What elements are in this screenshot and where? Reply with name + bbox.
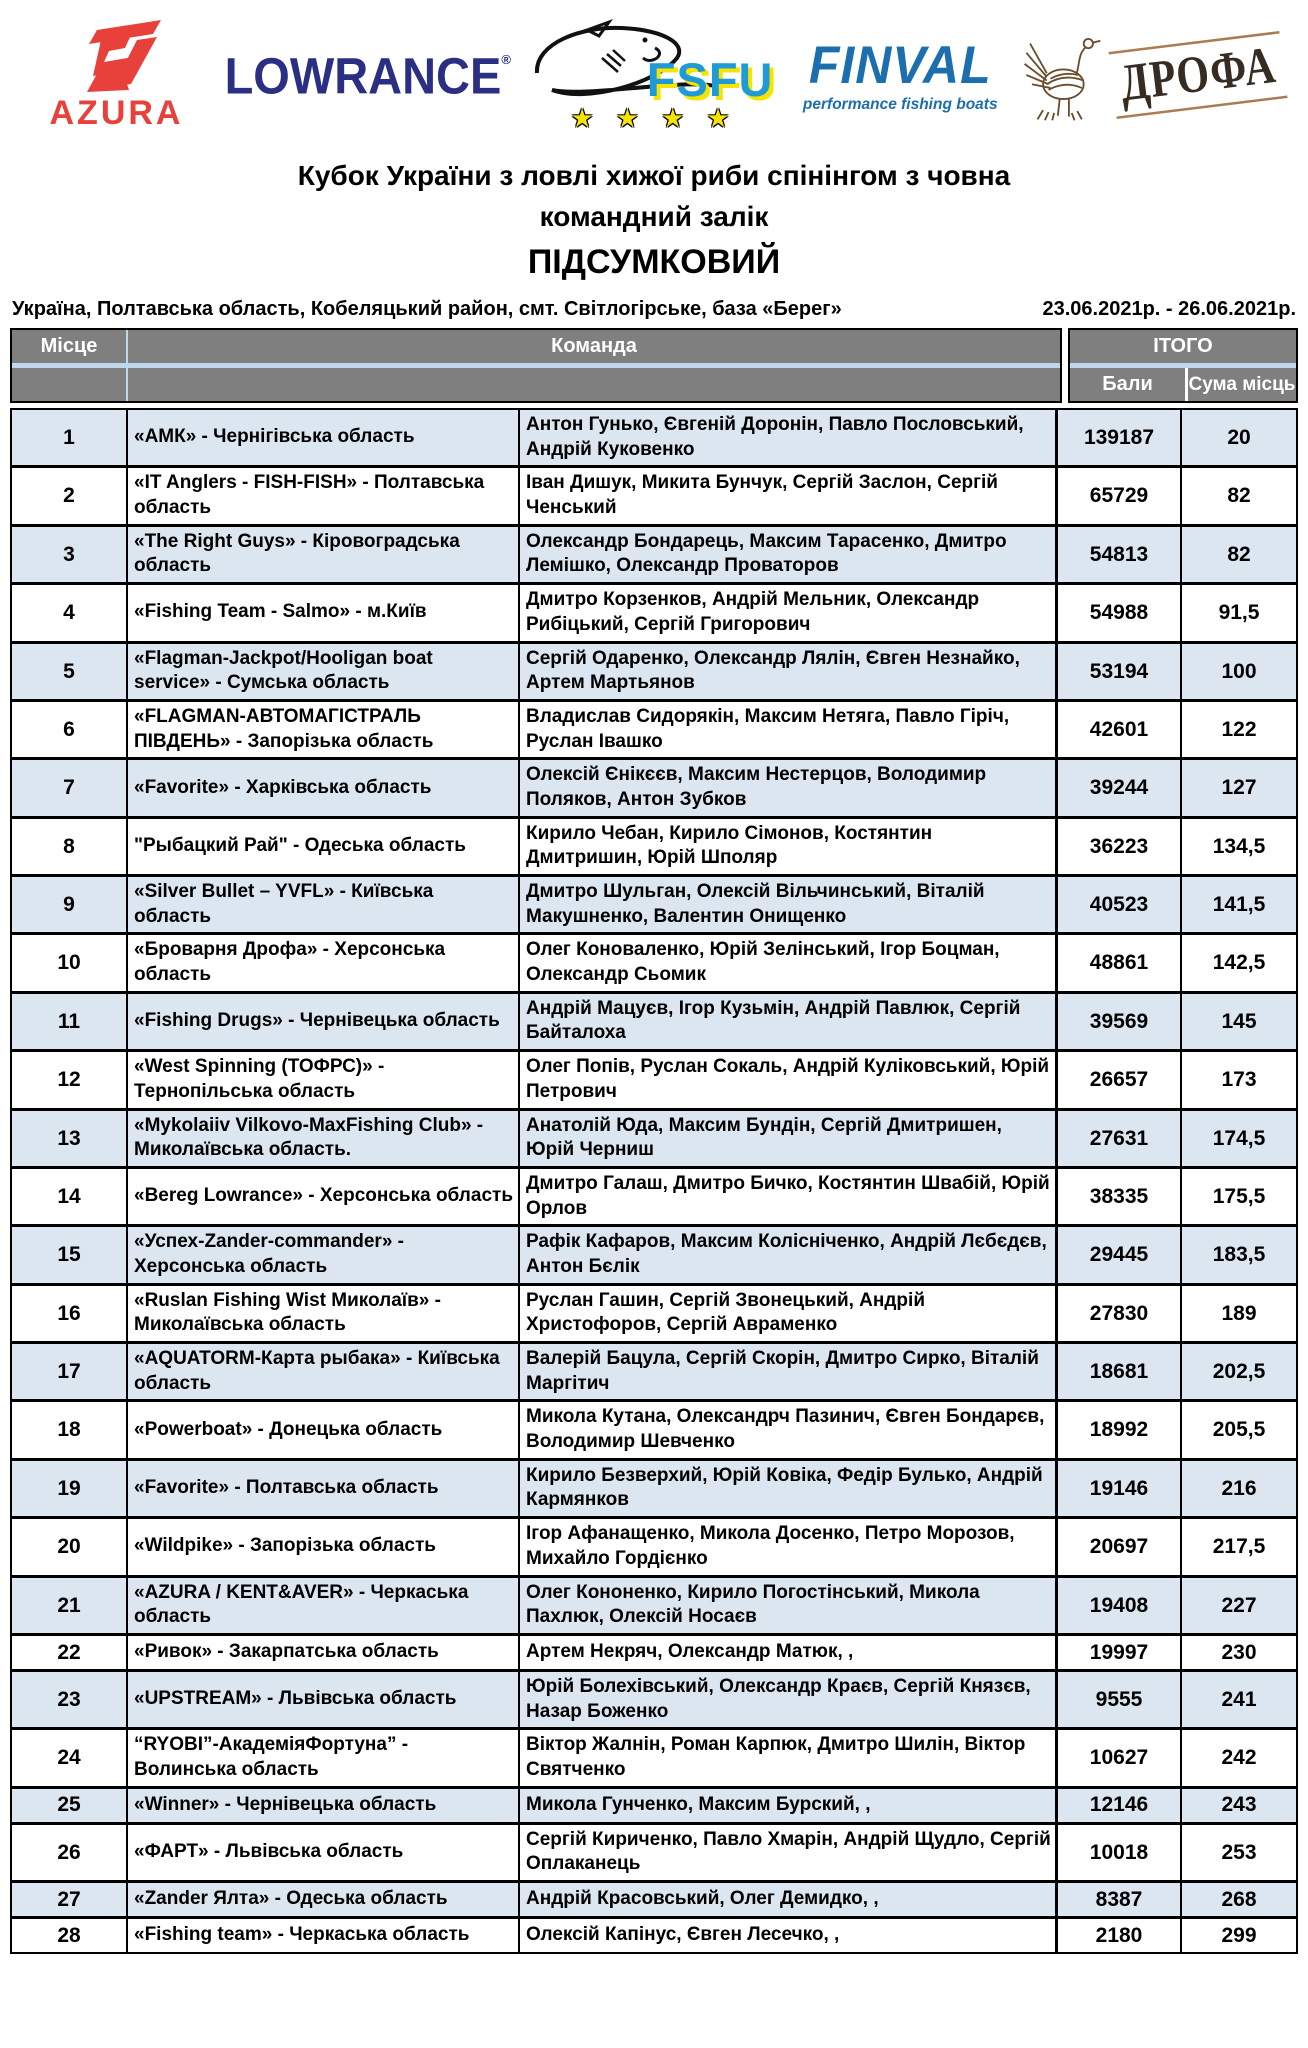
- sum-cell: 202,5: [1212, 1360, 1266, 1384]
- sum-cell: 216: [1221, 1476, 1257, 1500]
- table-row: [12, 641, 1296, 699]
- place-cell: 3: [12, 527, 128, 582]
- team-cell: «Wildpike» - Запорізька область: [128, 1519, 520, 1574]
- members-cell: Владислав Сидорякін, Максим Нетяга, Павло Гіріч, Руслан Івашко: [520, 702, 1058, 757]
- sum-cell: 20: [1227, 426, 1251, 450]
- members-cell: Руслан Гашин, Сергій Звонецький, Андрій Христофоров, Сергій Авраменко: [520, 1286, 1058, 1341]
- place-cell: 15: [12, 1227, 128, 1282]
- points-cell: 9555: [1058, 1672, 1182, 1727]
- team-cell: «ФАРТ» - Львівська область: [128, 1825, 520, 1880]
- table-row: [12, 1283, 1296, 1341]
- members-cell: Рафік Кафаров, Максим Колісніченко, Андрій Лєбєдєв, Антон Бєлік: [520, 1227, 1058, 1282]
- table-row: [12, 1516, 1296, 1574]
- place-cell: 24: [12, 1730, 128, 1785]
- col-header-team: Команда: [551, 335, 637, 357]
- points-cell: 26657: [1058, 1052, 1182, 1107]
- sum-cell: 122: [1221, 717, 1257, 741]
- sum-cell: 174,5: [1212, 1126, 1266, 1150]
- points-cell: 10627: [1058, 1730, 1182, 1785]
- sum-cell: 253: [1221, 1840, 1257, 1864]
- sponsor-logos: [10, 14, 1298, 136]
- points-cell: 19146: [1058, 1461, 1182, 1516]
- azura-logo: [24, 18, 209, 133]
- members-cell: Анатолій Юда, Максим Бундін, Сергій Дмитришен, Юрій Черниш: [520, 1111, 1058, 1166]
- lowrance-wordmark: LOWRANCE: [224, 46, 502, 104]
- place-cell: 6: [12, 702, 128, 757]
- table-row: [12, 465, 1296, 523]
- team-cell: «Fishing Team - Salmo» - м.Київ: [128, 585, 520, 640]
- members-cell: Ігор Афанащенко, Микола Досенко, Петро Морозов, Михайло Гордієнко: [520, 1519, 1058, 1574]
- place-cell: 5: [12, 644, 128, 699]
- team-cell: «AQUATORM-Карта рыбака» - Київська область: [128, 1344, 520, 1399]
- members-cell: Сергій Кириченко, Павло Хмарін, Андрій Щудло, Сергій Оплаканець: [520, 1825, 1058, 1880]
- place-cell: 4: [12, 585, 128, 640]
- team-cell: "Рыбацкий Рай" - Одеська область: [128, 819, 520, 874]
- points-cell: 29445: [1058, 1227, 1182, 1282]
- table-row: [12, 1341, 1296, 1399]
- table-row: [12, 1633, 1296, 1669]
- place-cell: 9: [12, 877, 128, 932]
- points-cell: 20697: [1058, 1519, 1182, 1574]
- table-row: [12, 991, 1296, 1049]
- table-row: [12, 410, 1296, 465]
- place-cell: 25: [12, 1789, 128, 1822]
- members-cell: Олексій Єнікєєв, Максим Нестерцов, Володимир Поляков, Антон Зубков: [520, 760, 1058, 815]
- table-header-total-block: [1068, 328, 1298, 403]
- team-cell: «Favorite» - Полтавська область: [128, 1461, 520, 1516]
- points-cell: 19997: [1058, 1636, 1182, 1669]
- col-header-sum: Сума місць: [1188, 373, 1296, 395]
- members-cell: Дмитро Шульган, Олексій Вільчинський, Віталій Макушненко, Валентин Онищенко: [520, 877, 1058, 932]
- sum-cell: 227: [1221, 1593, 1257, 1617]
- table-row: [12, 1108, 1296, 1166]
- sum-cell: 230: [1221, 1640, 1257, 1664]
- team-cell: «Powerboat» - Донецька область: [128, 1402, 520, 1457]
- registered-trademark-icon: ®: [501, 51, 511, 67]
- points-cell: 39244: [1058, 760, 1182, 815]
- members-cell: Кирило Чебан, Кирило Сімонов, Костянтин Дмитришин, Юрій Шполяр: [520, 819, 1058, 874]
- place-cell: 19: [12, 1461, 128, 1516]
- place-cell: 27: [12, 1883, 128, 1916]
- points-cell: 10018: [1058, 1825, 1182, 1880]
- sum-cell: 141,5: [1212, 893, 1266, 917]
- sum-cell: 205,5: [1212, 1418, 1266, 1442]
- finval-logo: [785, 36, 1015, 114]
- place-cell: 23: [12, 1672, 128, 1727]
- points-cell: 2180: [1058, 1919, 1182, 1952]
- place-cell: 21: [12, 1578, 128, 1633]
- place-cell: 1: [12, 410, 128, 465]
- sum-cell: 242: [1221, 1746, 1257, 1770]
- place-cell: 20: [12, 1519, 128, 1574]
- sum-cell: 243: [1221, 1793, 1257, 1817]
- table-row: [12, 1458, 1296, 1516]
- sum-cell: 91,5: [1218, 601, 1260, 625]
- team-cell: «The Right Guys» - Кіровоградська область: [128, 527, 520, 582]
- table-row: [12, 1224, 1296, 1282]
- points-cell: 38335: [1058, 1169, 1182, 1224]
- points-cell: 53194: [1058, 644, 1182, 699]
- team-cell: «Favorite» - Харківська область: [128, 760, 520, 815]
- team-cell: «West Spinning (ТОФРС)» - Тернопільська область: [128, 1052, 520, 1107]
- members-cell: Андрій Мацуєв, Ігор Кузьмін, Андрій Павлюк, Сергій Байталоха: [520, 994, 1058, 1049]
- points-cell: 48861: [1058, 935, 1182, 990]
- sum-cell: 82: [1227, 484, 1251, 508]
- table-row: [12, 816, 1296, 874]
- drofa-wordmark: ДРОФА: [1108, 31, 1287, 119]
- drofa-bird-icon: [1019, 21, 1108, 129]
- event-location: Україна, Полтавська область, Кобеляцький район, смт. Світлогірське, база «Берег»: [12, 298, 842, 320]
- finval-wordmark: FINVAL: [808, 35, 992, 95]
- place-cell: 14: [12, 1169, 128, 1224]
- place-cell: 11: [12, 994, 128, 1049]
- members-cell: Іван Дишук, Микита Бунчук, Сергій Заслон, Сергій Ченський: [520, 468, 1058, 523]
- members-cell: Микола Кутана, Олександрч Пазинич, Євген Бондарєв, Володимир Шевченко: [520, 1402, 1058, 1457]
- team-cell: «Zander Ялта» - Одеська область: [128, 1883, 520, 1916]
- sum-cell: 173: [1221, 1068, 1257, 1092]
- sum-cell: 241: [1221, 1687, 1257, 1711]
- table-row: [12, 1669, 1296, 1727]
- members-cell: Валерій Бацула, Сергій Скорін, Дмитро Сирко, Віталій Маргітич: [520, 1344, 1058, 1399]
- team-cell: «IT Anglers - FISH-FISH» - Полтавська область: [128, 468, 520, 523]
- sum-cell: 175,5: [1212, 1184, 1266, 1208]
- table-row: [12, 1166, 1296, 1224]
- col-header-total: ІТОГО: [1153, 335, 1213, 357]
- sum-cell: 134,5: [1212, 834, 1266, 858]
- sum-cell: 183,5: [1212, 1243, 1266, 1267]
- points-cell: 65729: [1058, 468, 1182, 523]
- place-cell: 13: [12, 1111, 128, 1166]
- sum-cell: 299: [1221, 1923, 1257, 1947]
- members-cell: Кирило Безверхий, Юрій Ковіка, Федір Булько, Андрій Кармянков: [520, 1461, 1058, 1516]
- place-cell: 16: [12, 1286, 128, 1341]
- drofa-logo: [1019, 21, 1284, 129]
- table-row: [12, 1727, 1296, 1785]
- points-cell: 27830: [1058, 1286, 1182, 1341]
- members-cell: Микола Гунченко, Максим Бурский, ,: [520, 1789, 1058, 1822]
- fsfu-stars-icon: ★★★★: [570, 103, 752, 133]
- header-empty-cell: [12, 368, 128, 401]
- team-cell: «АМК» - Чернігівська область: [128, 410, 520, 465]
- table-row: [12, 757, 1296, 815]
- team-cell: “RYOBI”-АкадеміяФортуна” - Волинська область: [128, 1730, 520, 1785]
- points-cell: 54813: [1058, 527, 1182, 582]
- azura-wordmark: AZURA: [49, 93, 184, 132]
- team-cell: «Winner» - Чернівецька область: [128, 1789, 520, 1822]
- members-cell: Дмитро Корзенков, Андрій Мельник, Олександр Рибіцький, Сергій Григорович: [520, 585, 1058, 640]
- place-cell: 12: [12, 1052, 128, 1107]
- team-cell: «AZURA / KENT&AVER» - Черкаська область: [128, 1578, 520, 1633]
- team-cell: «Успех-Zander-commander» - Херсонська область: [128, 1227, 520, 1282]
- members-cell: Антон Гунько, Євгеній Доронін, Павло Пословський, Андрій Куковенко: [520, 410, 1058, 465]
- members-cell: Андрій Красовський, Олег Демидко, ,: [520, 1883, 1058, 1916]
- fsfu-logo: [527, 16, 782, 134]
- members-cell: Дмитро Галаш, Дмитро Бичко, Костянтин Швабій, Юрій Орлов: [520, 1169, 1058, 1224]
- sum-cell: 189: [1221, 1301, 1257, 1325]
- points-cell: 36223: [1058, 819, 1182, 874]
- table-row: [12, 1575, 1296, 1633]
- place-cell: 26: [12, 1825, 128, 1880]
- team-cell: «FLAGMAN-АВТОМАГІСТРАЛЬ ПІВДЕНЬ» - Запорізька область: [128, 702, 520, 757]
- points-cell: 54988: [1058, 585, 1182, 640]
- page-title: Кубок України з ловлі хижої риби спінінгом з човна: [297, 160, 1011, 191]
- table-row: [12, 1786, 1296, 1822]
- table-row: [12, 932, 1296, 990]
- place-cell: 10: [12, 935, 128, 990]
- team-cell: «Bereg Lowrance» - Херсонська область: [128, 1169, 520, 1224]
- points-cell: 39569: [1058, 994, 1182, 1049]
- table-row: [12, 1916, 1296, 1952]
- place-cell: 8: [12, 819, 128, 874]
- col-header-points: Бали: [1070, 368, 1188, 401]
- sum-cell: 268: [1221, 1887, 1257, 1911]
- page-subtitle: командний залік: [539, 201, 769, 232]
- points-cell: 18681: [1058, 1344, 1182, 1399]
- members-cell: Олексій Капінус, Євген Лесечко, ,: [520, 1919, 1058, 1952]
- table-row: [12, 1399, 1296, 1457]
- azura-mark-icon: [71, 18, 163, 92]
- members-cell: Олег Попів, Руслан Сокаль, Андрій Куліковський, Юрій Петрович: [520, 1052, 1058, 1107]
- members-cell: Олександр Бондарець, Максим Тарасенко, Дмитро Лемішко, Олександр Проваторов: [520, 527, 1058, 582]
- team-cell: «Flagman-Jackpot/Hooligan boat service» - Сумська область: [128, 644, 520, 699]
- place-cell: 2: [12, 468, 128, 523]
- sum-cell: 100: [1221, 659, 1257, 683]
- table-row: [12, 699, 1296, 757]
- header-empty-cell: [128, 368, 1060, 401]
- points-cell: 18992: [1058, 1402, 1182, 1457]
- table-row: [12, 1049, 1296, 1107]
- team-cell: «Ruslan Fishing Wist Миколаїв» - Миколаївська область: [128, 1286, 520, 1341]
- results-table: [10, 408, 1298, 1954]
- team-cell: «Fishing Drugs» - Чернівецька область: [128, 994, 520, 1049]
- place-cell: 22: [12, 1636, 128, 1669]
- sum-cell: 145: [1221, 1009, 1257, 1033]
- table-row: [12, 874, 1296, 932]
- members-cell: Олег Коноваленко, Юрій Зелінський, Ігор Боцман, Олександр Сьомик: [520, 935, 1058, 990]
- lowrance-logo: [213, 48, 523, 103]
- fsfu-wordmark: FSFU: [646, 53, 774, 106]
- members-cell: Юрій Болехівський, Олександр Краєв, Сергій Князєв, Назар Боженко: [520, 1672, 1058, 1727]
- table-header-left-block: [10, 328, 1062, 403]
- place-cell: 28: [12, 1919, 128, 1952]
- team-cell: «Silver Bullet – YVFL» - Київська область: [128, 877, 520, 932]
- team-cell: «UPSTREAM» - Львівська область: [128, 1672, 520, 1727]
- points-cell: 27631: [1058, 1111, 1182, 1166]
- team-cell: «Броварня Дрофа» - Херсонська область: [128, 935, 520, 990]
- members-cell: Артем Некряч, Олександр Матюк, ,: [520, 1636, 1058, 1669]
- points-cell: 8387: [1058, 1883, 1182, 1916]
- table-row: [12, 1822, 1296, 1880]
- points-cell: 19408: [1058, 1578, 1182, 1633]
- points-cell: 12146: [1058, 1789, 1182, 1822]
- event-meta: [10, 298, 1298, 321]
- table-row: [12, 582, 1296, 640]
- points-cell: 42601: [1058, 702, 1182, 757]
- team-cell: «Mykolaiiv Vilkovo-MaxFishing Club» - Миколаївська область.: [128, 1111, 520, 1166]
- sum-cell: 127: [1221, 776, 1257, 800]
- sum-cell: 217,5: [1212, 1535, 1266, 1559]
- members-cell: Олег Кононенко, Кирило Погостінський, Микола Пахлюк, Олексій Носаєв: [520, 1578, 1058, 1633]
- table-row: [12, 524, 1296, 582]
- event-dates: 23.06.2021р. - 26.06.2021р.: [1042, 298, 1296, 320]
- place-cell: 7: [12, 760, 128, 815]
- points-cell: 40523: [1058, 877, 1182, 932]
- members-cell: Сергій Одаренко, Олександр Лялін, Євген Незнайко, Артем Мартьянов: [520, 644, 1058, 699]
- sum-cell: 142,5: [1212, 951, 1266, 975]
- team-cell: «Ривок» - Закарпатська область: [128, 1636, 520, 1669]
- page-stage-title: ПІДСУМКОВИЙ: [527, 243, 781, 281]
- place-cell: 18: [12, 1402, 128, 1457]
- finval-tagline: performance fishing boats: [802, 96, 998, 113]
- place-cell: 17: [12, 1344, 128, 1399]
- table-row: [12, 1880, 1296, 1916]
- table-header: [10, 328, 1298, 403]
- members-cell: Віктор Жалнін, Роман Карпюк, Дмитро Шилін, Віктор Святченко: [520, 1730, 1058, 1785]
- col-header-place: Місце: [12, 330, 128, 363]
- team-cell: «Fishing team» - Черкаська область: [128, 1919, 520, 1952]
- points-cell: 139187: [1058, 410, 1182, 465]
- sum-cell: 82: [1227, 542, 1251, 566]
